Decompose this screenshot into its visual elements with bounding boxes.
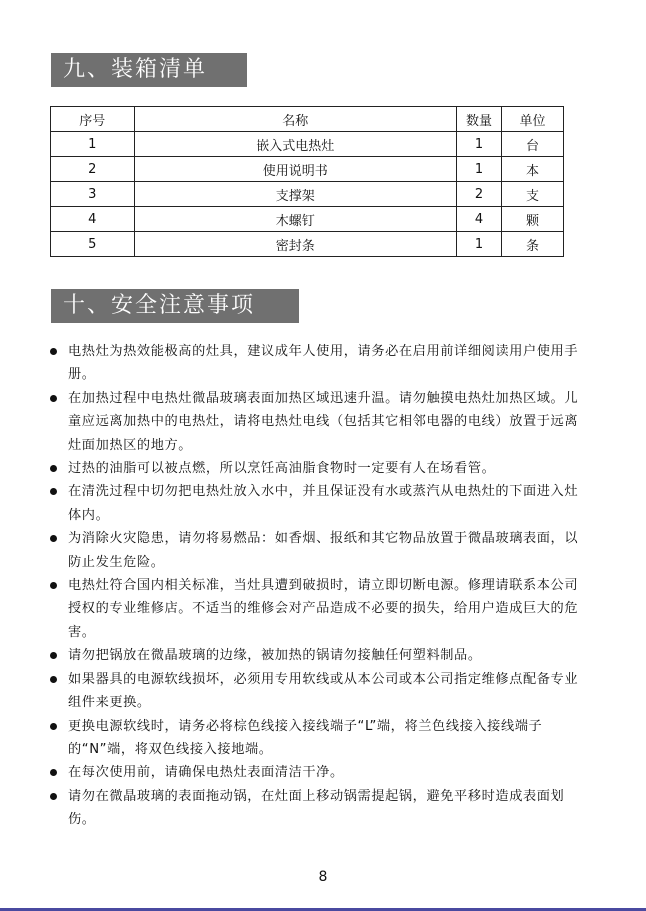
list-item [50,644,590,667]
safety-note-text: 电热灶符合国内相关标准，当灶具遭到破损时，请立即切断电源。修理请联系本公司授权的专业维修店。不适当的维修会对产品造成不必要的损失，给用户造成巨大的危害。 [68,578,579,640]
list-item [50,480,590,527]
bullet-icon [50,535,57,542]
cell-unit: 本 [502,157,564,182]
safety-note-text: 电热灶为热效能极高的灶具，建议成年人使用，请务必在启用前详细阅读用户使用手册。 [68,344,579,383]
safety-note-text: 在清洗过程中切勿把电热灶放入水中，并且保证没有水或蒸汽从电热灶的下面进入灶体内。 [68,484,579,523]
cell-name: 使用说明书 [134,157,456,182]
table-row [51,207,564,232]
cell-index: 3 [51,182,135,207]
cell-unit: 条 [502,232,564,257]
cell-quantity: 4 [457,207,502,232]
bullet-icon [50,676,57,683]
safety-note-text: 为消除火灾隐患，请勿将易燃品：如香烟、报纸和其它物品放置于微晶玻璃表面，以防止发生危险。 [68,531,579,570]
safety-note-text: 如果器具的电源软线损坏，必须用专用软线或从本公司或本公司指定维修点配备专业组件来更换。 [68,671,579,711]
cell-index: 2 [51,157,135,182]
cell-unit: 台 [502,132,564,157]
list-item [50,457,590,480]
cell-quantity: 1 [457,232,502,257]
packing-list-table [50,106,564,257]
col-header-index: 序号 [51,107,135,132]
bullet-icon [50,395,57,402]
table-header-row [51,107,564,132]
list-item [50,668,590,715]
table-row [51,157,564,182]
bullet-icon [50,652,57,659]
cell-name: 木螺钉 [134,207,456,232]
col-header-name: 名称 [134,107,456,132]
safety-note-text: 更换电源软线时，请务必将棕色线接入接线端子“L”端，将兰色线接入接线端子的“N”端，将双色线接入接地端。 [68,718,543,757]
bullet-icon [50,793,57,800]
section-10-heading: 十、安全注意事项 [51,289,299,323]
cell-name: 密封条 [134,232,456,257]
cell-name: 支撑架 [134,182,456,207]
cell-quantity: 1 [457,157,502,182]
list-item [50,527,590,574]
cell-unit: 颗 [502,207,564,232]
table-row [51,132,564,157]
table-row [51,232,564,257]
cell-index: 5 [51,232,135,257]
section-9-heading: 九、装箱清单 [51,53,247,87]
list-item [50,715,590,762]
list-item [50,761,590,784]
list-item [50,340,590,387]
bullet-icon [50,348,57,355]
list-item [50,574,590,644]
cell-quantity: 2 [457,182,502,207]
cell-index: 4 [51,207,135,232]
bullet-icon [50,488,57,495]
safety-note-text: 在每次使用前，请确保电热灶表面清洁干净。 [68,765,344,781]
safety-note-text: 请勿把锅放在微晶玻璃的边缘，被加热的锅请勿接触任何塑料制品。 [68,648,482,664]
bullet-icon [50,723,57,730]
safety-note-text: 在加热过程中电热灶微晶玻璃表面加热区域迅速升温。请勿触摸电热灶加热区域。儿童应远离加热中的电热灶，请将电热灶电线（包括其它相邻电器的电线）放置于远离灶面加热区的地方。 [68,390,579,453]
list-item [50,785,590,832]
col-header-quantity: 数量 [457,107,502,132]
bullet-icon [50,465,57,472]
safety-note-text: 请勿在微晶玻璃的表面拖动锅，在灶面上移动锅需提起锅，避免平移时造成表面划伤。 [68,788,565,828]
list-item [50,387,590,457]
cell-quantity: 1 [457,132,502,157]
table-row [51,182,564,207]
col-header-unit: 单位 [502,107,564,132]
cell-index: 1 [51,132,135,157]
bullet-icon [50,769,57,776]
cell-name: 嵌入式电热灶 [134,132,456,157]
bullet-icon [50,582,57,589]
safety-note-text: 过热的油脂可以被点燃，所以烹饪高油脂食物时一定要有人在场看管。 [68,461,496,477]
cell-unit: 支 [502,182,564,207]
safety-notes-list [50,340,590,832]
page-number: 8 [318,869,328,885]
